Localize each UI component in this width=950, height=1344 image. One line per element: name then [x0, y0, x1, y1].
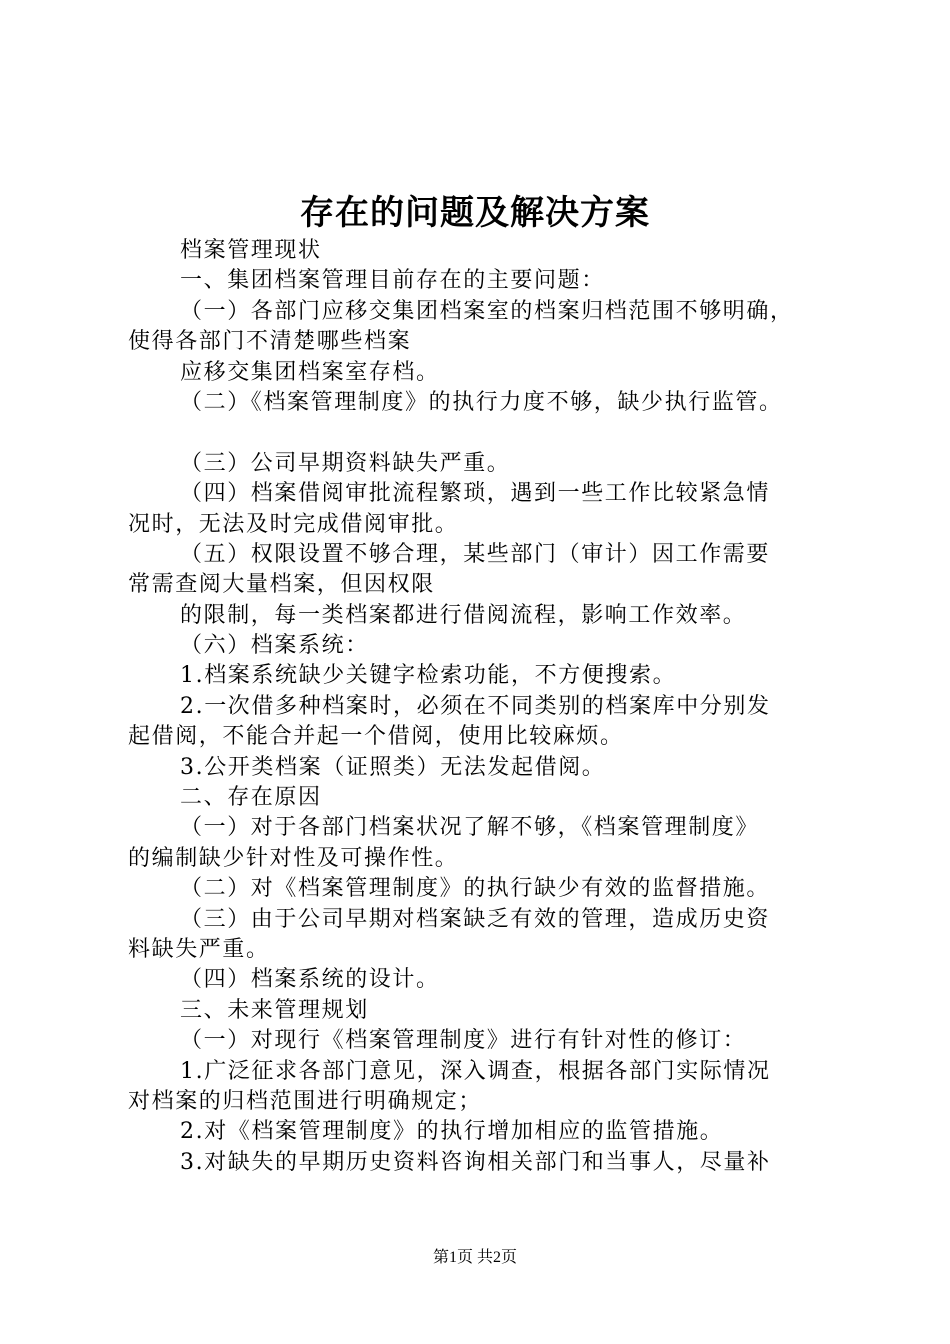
paragraph-line: （一）对现行《档案管理制度》进行有针对性的修订： [180, 1028, 747, 1054]
paragraph-line: 使得各部门不清楚哪些档案 [128, 329, 412, 355]
paragraph-line: （二）《档案管理制度》的执行力度不够，缺少执行监管。 [180, 389, 783, 415]
list-item: 起借阅，不能合并起一个借阅，使用比较麻烦。 [128, 724, 624, 750]
paragraph-line: 的限制，每一类档案都进行借阅流程，影响工作效率。 [180, 602, 747, 628]
section-heading: 一、集团档案管理目前存在的主要问题： [180, 268, 605, 294]
document-body [128, 236, 833, 1178]
paragraph-line: （二）对《档案管理制度》的执行缺少有效的监督措施。 [180, 876, 771, 902]
list-item: 3.公开类档案（证照类）无法发起借阅。 [180, 754, 606, 780]
paragraph-line: （四）档案系统的设计。 [180, 967, 440, 993]
paragraph-line: 常需查阅大量档案，但因权限 [128, 572, 435, 598]
list-item: 3.对缺失的早期历史资料咨询相关部门和当事人，尽量补 [180, 1149, 771, 1175]
paragraph-line: （一）对于各部门档案状况了解不够，《档案管理制度》 [180, 815, 760, 841]
page-footer: 第1页 共2页 [432, 1249, 517, 1266]
paragraph-line: （三）公司早期资料缺失严重。 [180, 450, 511, 476]
paragraph-line: （四）档案借阅审批流程繁琐，遇到一些工作比较紧急情 [180, 481, 771, 507]
paragraph-line: （五）权限设置不够合理，某些部门（审计）因工作需要 [180, 541, 771, 567]
list-item: 对档案的归档范围进行明确规定； [128, 1088, 483, 1114]
paragraph-line: 料缺失严重。 [128, 936, 270, 962]
paragraph-line: 况时，无法及时完成借阅审批。 [128, 511, 459, 537]
paragraph-line: 档案管理现状 [180, 238, 322, 263]
paragraph-line: （六）档案系统： [180, 633, 369, 659]
list-item: 2.对《档案管理制度》的执行增加相应的监管措施。 [180, 1119, 724, 1145]
paragraph-line: 的编制缺少针对性及可操作性。 [128, 845, 459, 871]
list-item: 1.档案系统缺少关键字检索功能，不方便搜索。 [180, 663, 677, 689]
blank-line [128, 418, 833, 448]
paragraph-line: （一）各部门应移交集团档案室的档案归档范围不够明确， [180, 298, 794, 324]
list-item: 1.广泛征求各部门意见，深入调查，根据各部门实际情况 [180, 1058, 771, 1084]
list-item: 2.一次借多种档案时，必须在不同类别的档案库中分别发 [180, 693, 771, 719]
section-heading: 二、存在原因 [180, 785, 322, 811]
paragraph-line: （三）由于公司早期对档案缺乏有效的管理，造成历史资 [180, 906, 771, 932]
section-heading: 三、未来管理规划 [180, 997, 369, 1023]
paragraph-line: 应移交集团档案室存档。 [180, 359, 440, 385]
document-title: 存在的问题及解决方案 [300, 193, 650, 233]
